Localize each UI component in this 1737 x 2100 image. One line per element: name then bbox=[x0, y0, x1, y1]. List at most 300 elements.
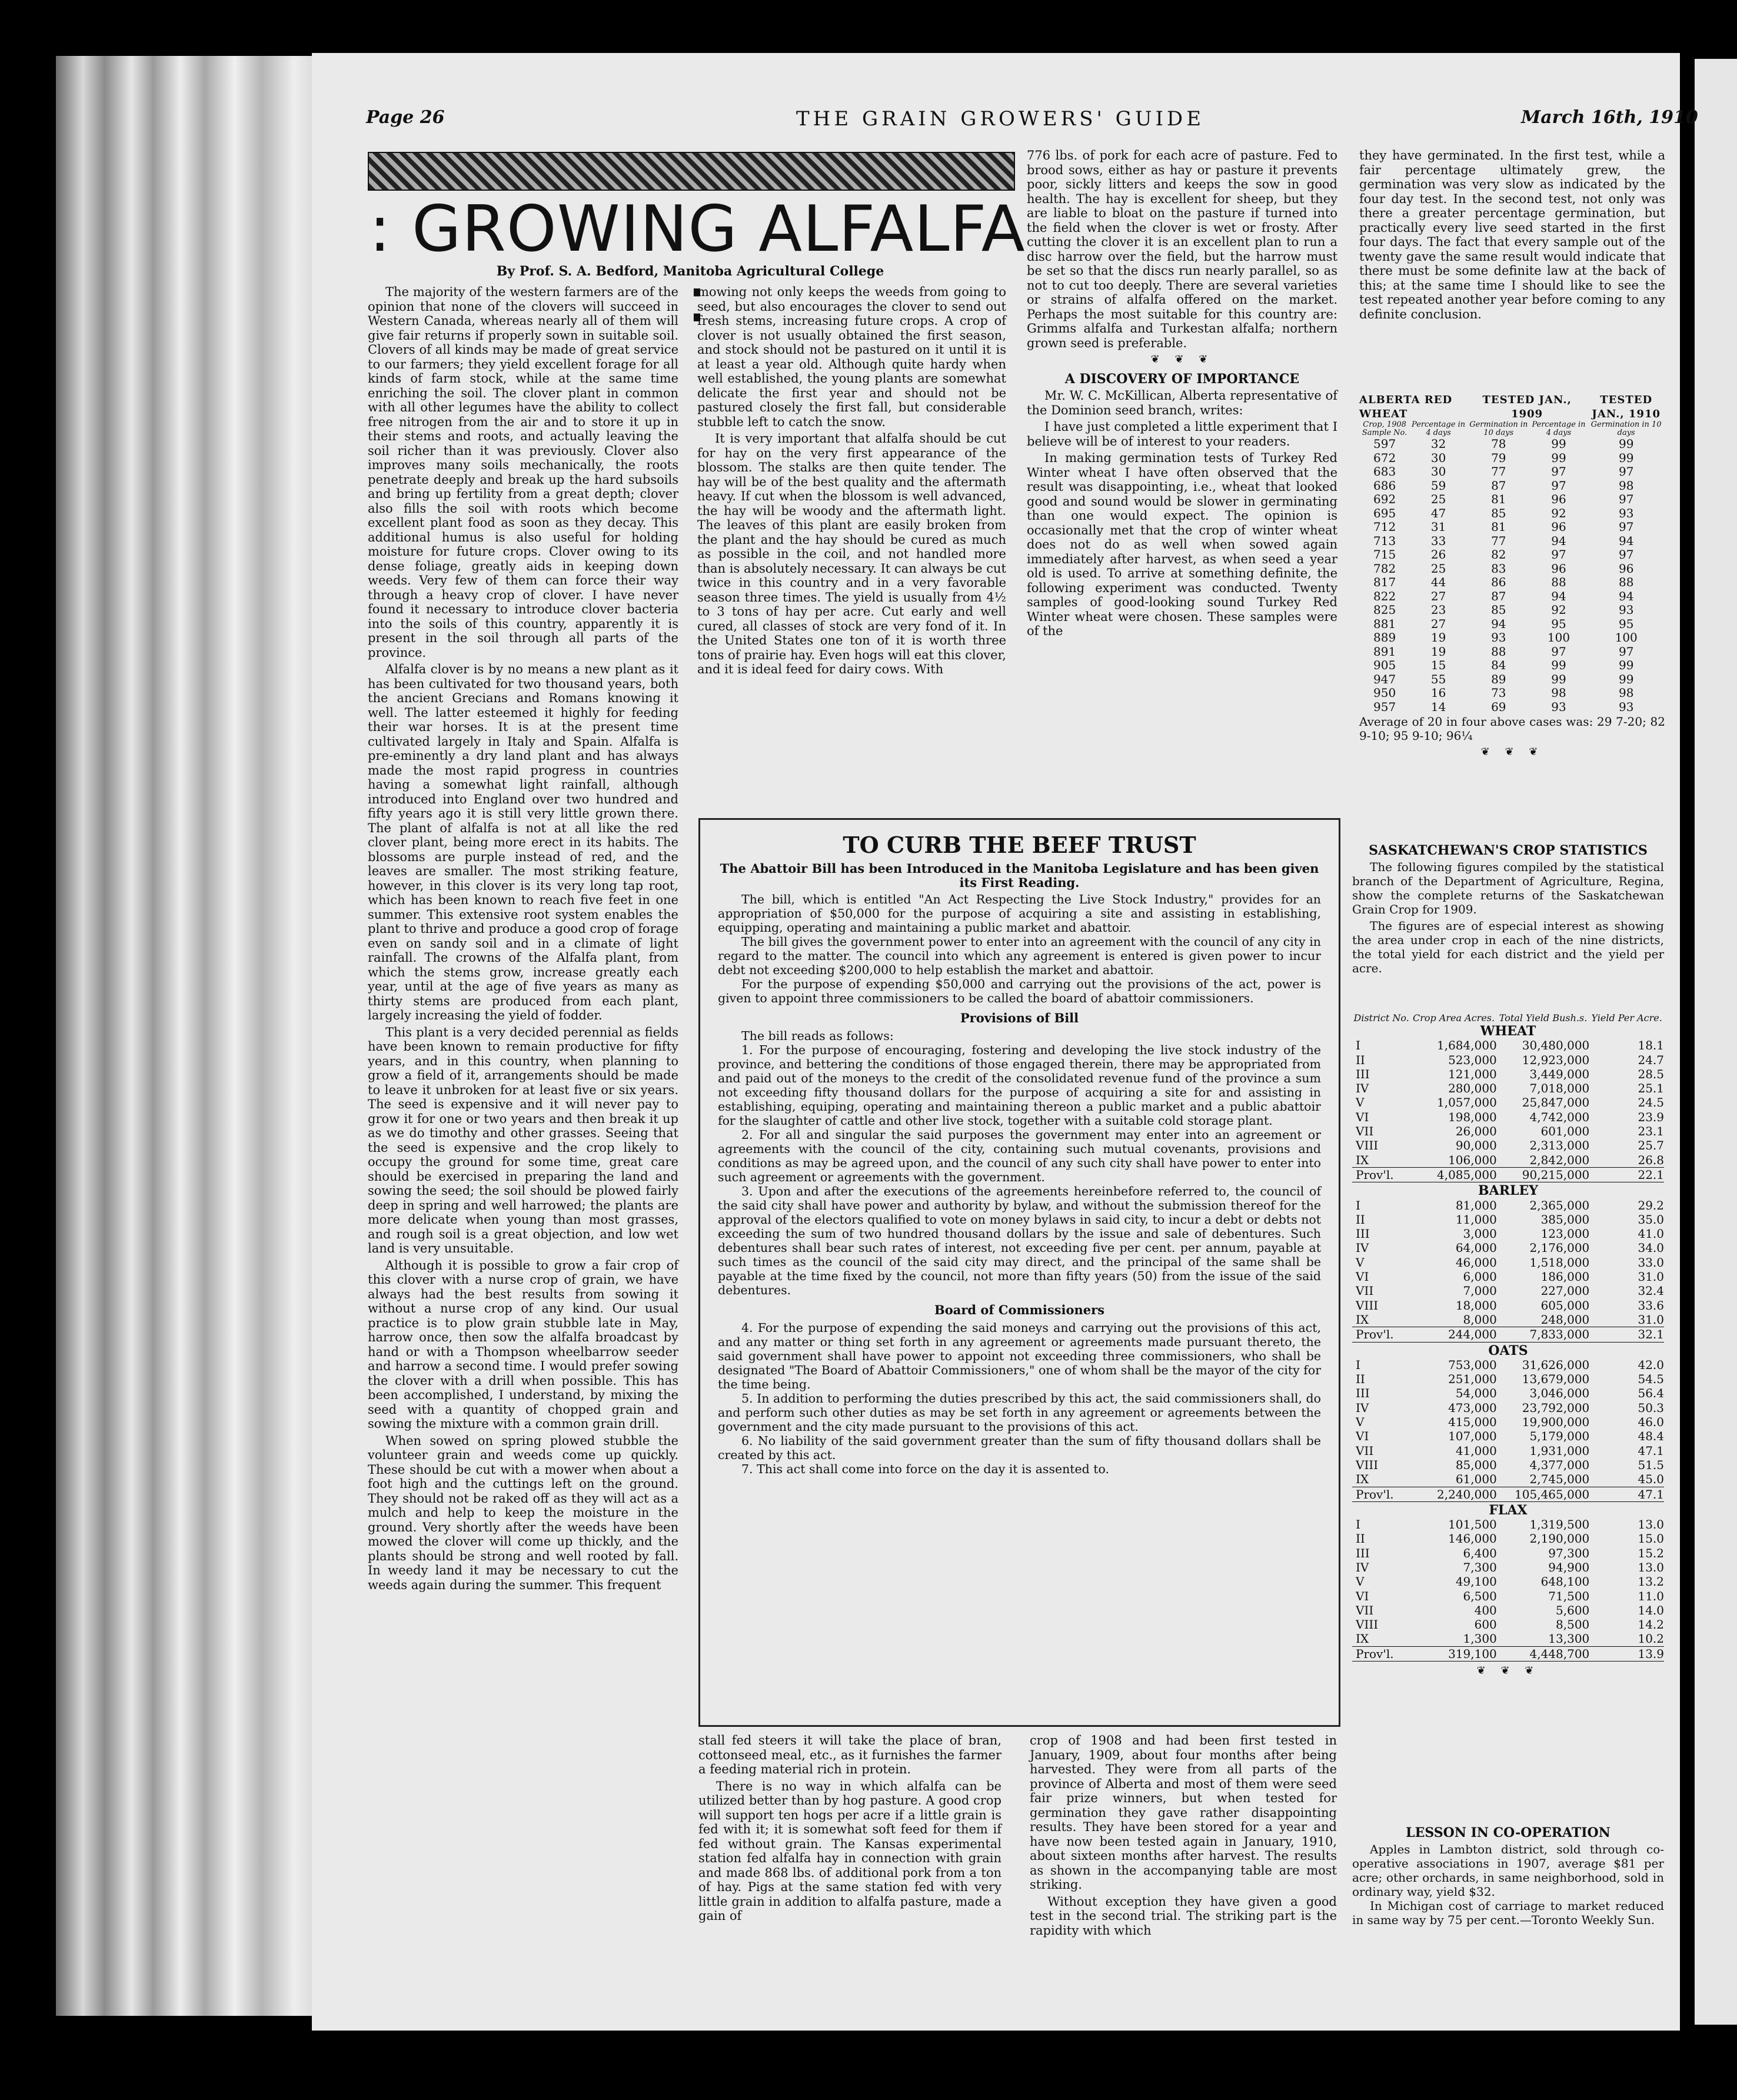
lesson-paragraph: In Michigan cost of carriage to market reduced in same way by 75 per cent.—Toronto Weekly Sun. bbox=[1352, 1899, 1664, 1927]
table-header: District No. bbox=[1353, 1012, 1409, 1024]
table-cell: III bbox=[1356, 1066, 1370, 1081]
table-cell: 13.0 bbox=[1638, 1560, 1664, 1574]
table-cell: 2,365,000 bbox=[1529, 1198, 1590, 1212]
table-cell: 90,000 bbox=[1455, 1138, 1497, 1153]
table-row bbox=[1352, 1632, 1664, 1646]
sask-paragraph: The figures are of especial interest as showing the area under crop in each of the nine districts, the total yield for each district and the yield per acre. bbox=[1352, 919, 1664, 976]
table-row bbox=[1352, 1298, 1664, 1312]
table-row bbox=[1352, 1138, 1664, 1152]
table-cell: 97 bbox=[1618, 547, 1634, 561]
table-cell: 1,319,500 bbox=[1529, 1517, 1590, 1532]
table-row bbox=[1352, 1429, 1664, 1443]
table-cell: 96 bbox=[1551, 492, 1566, 506]
article-paragraph: When sowed on spring plowed stubble the volunteer grain and weeds come up quickly. These should be cut with a mower when about a foot high and the cuttings left on the ground. They should not be raked off as they will act as a mulch and help to keep the moisture in the ground. Very shortly after the weeds have been mowed the clover will come up thickly, and the plants should be strong and well rooted by fall. In weedy land it may be necessary to cut the weeds again during the summer. This frequent bbox=[368, 1433, 678, 1592]
table-cell: 55 bbox=[1430, 672, 1446, 686]
table-cell: 24.7 bbox=[1638, 1052, 1664, 1067]
discovery-paragraph: they have germinated. In the first test, while a fair percentage ultimately grew, the germination was very slow as indicated by the four day test. In the second test, not only was there a greater percentage germination, but practically every live seed started in the first four days. The fact that every sample out of the twenty gave the same result would indicate that there must be some definite law at the back of this; at the same time I should like to see the test repeated another year before coming to any definite conclusion. bbox=[1359, 148, 1665, 321]
table-cell: 12,923,000 bbox=[1522, 1052, 1590, 1067]
table-cell: V bbox=[1356, 1095, 1365, 1110]
article-paragraph: Alfalfa clover is by no means a new plant as it has been cultivated for two thousand years, both the ancient Grecians and Romans knowing it well. The latter esteemed it highly for feeding their war horses. It is at the present time cultivated largely in Italy and Spain. Alfalfa is pre-eminently a dry land plant and has always made the most rapid progress in countries having a somewhat light rainfall, although introduced into England over two hundred and fifty years ago it is still very little grown there. The plant of alfalfa is not at all like the red clover plant, being more erect in its habits. The blossoms are purple instead of red, and the leaves are smaller. The most striking feature, however, in this clover is its very long tap root, which has been known to reach five feet in one summer. This extensive root system enables the plant to thrive and produce a good crop of forage even on sandy soil and in a climate of light rainfall. The crowns of the Alfalfa plant, from which the stems grow, increase greatly each year, until at the age of five years as many as thirty stems are produced from each plant, largely increasing the yield of fodder. bbox=[368, 662, 678, 1022]
table-row bbox=[1352, 1067, 1664, 1081]
table-cell: 98 bbox=[1618, 478, 1634, 493]
table-cell: 7,018,000 bbox=[1529, 1081, 1590, 1096]
table-cell: 99 bbox=[1618, 437, 1634, 451]
table-cell: 34.0 bbox=[1638, 1241, 1664, 1255]
provincial-total-row bbox=[1352, 1327, 1664, 1342]
table-cell: 88 bbox=[1491, 644, 1506, 659]
table-cell: IX bbox=[1356, 1472, 1369, 1487]
table-cell: 88 bbox=[1618, 575, 1634, 589]
table-cell: 13,679,000 bbox=[1522, 1372, 1590, 1387]
table-cell: 97 bbox=[1551, 478, 1566, 493]
table-cell: VII bbox=[1356, 1603, 1374, 1617]
table-row bbox=[1359, 603, 1665, 617]
table-cell: 105,465,000 bbox=[1497, 1487, 1589, 1501]
table-cell: 32.1 bbox=[1589, 1327, 1664, 1342]
table-cell: VIII bbox=[1356, 1457, 1379, 1472]
table-cell: 8,500 bbox=[1556, 1617, 1590, 1632]
table-cell: 385,000 bbox=[1540, 1212, 1590, 1227]
article-paragraph: The majority of the western farmers are of the opinion that none of the clovers will succeed in Western Canada, whereas nearly all of them will give fair returns if properly sown in suitable soil. Clovers of all kinds may be made of great service to our farmers; they yield excellent forage for all kinds of farm stock, while at the same time enriching the soil. The clover plant in common with all other legumes have the ability to collect free nitrogen from the air and to store it up in their stems and roots, and actually leaving the soil richer than it was previously. Clover also improves many soils mechanically, the roots penetrate deeply and break up the hard subsoils and bring up fertility from a great depth; clover also fills the soil with roots which become excellent plant food as soon as they decay. This additional humus is also useful for holding moisture for future crops. Clover owing to its dense foliage, greatly aids in keeping down weeds. Very few of them can force their way through a heavy crop of clover. I have never found it necessary to introduce clover bacteria into the soils of this country, apparently it is present in the soil through all parts of the province. bbox=[368, 285, 678, 660]
table-cell: VI bbox=[1356, 1589, 1369, 1603]
table-cell: 1,518,000 bbox=[1529, 1255, 1590, 1270]
table-row bbox=[1352, 1212, 1664, 1227]
table-cell: 96 bbox=[1551, 561, 1566, 576]
table-cell: 400 bbox=[1474, 1603, 1497, 1617]
table-cell: 2,190,000 bbox=[1529, 1531, 1590, 1546]
table-row bbox=[1352, 1472, 1664, 1487]
table-cell: 244,000 bbox=[1410, 1327, 1497, 1342]
germination-average: Average of 20 in four above cases was: 29 7-20; 82 9-10; 95 9-10; 96¼ bbox=[1359, 715, 1665, 743]
beef-paragraph: The bill gives the government power to enter into an agreement with the council of any city in regard to the matter. The council into which any agreement is entered is given power to incur debt not exceeding $200,000 to help establish the market and abattoir. bbox=[718, 935, 1321, 977]
table-cell: 99 bbox=[1618, 672, 1634, 686]
table-cell: 13.2 bbox=[1638, 1574, 1664, 1589]
table-cell: 5,179,000 bbox=[1529, 1429, 1590, 1444]
table-cell: I bbox=[1356, 1038, 1360, 1053]
table-row bbox=[1352, 1401, 1664, 1415]
article-column-2 bbox=[697, 285, 1006, 679]
table-cell: 94 bbox=[1551, 533, 1566, 548]
table-cell: 6,000 bbox=[1463, 1270, 1497, 1284]
table-cell: 31.0 bbox=[1638, 1312, 1664, 1327]
beef-paragraph: 2. For all and singular the said purposes the government may enter into an agreement or agreements with the council of the city, containing such mutual covenants, provisions and conditions as may be agreed upon, and the council of any such city shall have power to enter into such agreement or agreements with the government. bbox=[718, 1128, 1321, 1184]
table-cell: 44 bbox=[1430, 575, 1446, 589]
table-cell: 59 bbox=[1430, 478, 1446, 493]
table-row bbox=[1359, 451, 1665, 466]
table-cell: 683 bbox=[1373, 464, 1396, 479]
germination-rows bbox=[1359, 437, 1665, 714]
table-cell: 79 bbox=[1491, 450, 1506, 465]
table-cell: I bbox=[1356, 1357, 1360, 1372]
beef-paragraph: 5. In addition to performing the duties prescribed by this act, the said commissioners shall, do and perform such other duties as may be set forth in any agreement or agreements between the government and the city made pursuant to the provisions of this act. bbox=[718, 1391, 1321, 1434]
table-cell: IV bbox=[1356, 1241, 1369, 1255]
table-cell: 94 bbox=[1551, 589, 1566, 603]
table-cell: 11.0 bbox=[1638, 1589, 1664, 1603]
table-cell: 715 bbox=[1373, 547, 1396, 561]
table-cell: 3,046,000 bbox=[1529, 1386, 1590, 1401]
table-cell: 77 bbox=[1491, 533, 1506, 548]
table-cell: 81 bbox=[1491, 520, 1506, 534]
table-cell: 26.8 bbox=[1638, 1152, 1664, 1167]
table-cell: 92 bbox=[1551, 603, 1566, 617]
article-byline: By Prof. S. A. Bedford, Manitoba Agricultural College bbox=[496, 264, 884, 279]
crop-category: BARLEY bbox=[1478, 1183, 1538, 1199]
table-cell: 48.4 bbox=[1638, 1429, 1664, 1444]
table-cell: 97 bbox=[1618, 464, 1634, 479]
table-cell: 198,000 bbox=[1448, 1109, 1497, 1124]
table-cell: 23.9 bbox=[1638, 1109, 1664, 1124]
table-cell: 15.0 bbox=[1638, 1531, 1664, 1546]
table-cell: 692 bbox=[1373, 492, 1396, 506]
table-row bbox=[1352, 1227, 1664, 1241]
beef-trust-deck: The Abattoir Bill has been Introduced in the Manitoba Legislature and has been given its First Reading. bbox=[720, 861, 1319, 890]
table-cell: VI bbox=[1356, 1429, 1369, 1444]
table-cell: 753,000 bbox=[1448, 1357, 1497, 1372]
table-cell: 25 bbox=[1430, 492, 1446, 506]
table-cell: 23 bbox=[1430, 603, 1446, 617]
table-cell: 51.5 bbox=[1638, 1457, 1664, 1472]
provincial-total-row bbox=[1352, 1646, 1664, 1661]
table-row bbox=[1352, 1458, 1664, 1472]
table-cell: 415,000 bbox=[1448, 1415, 1497, 1430]
table-cell: 85 bbox=[1491, 603, 1506, 617]
table-row bbox=[1352, 1124, 1664, 1138]
table-cell: 782 bbox=[1373, 561, 1396, 576]
table-cell: 107,000 bbox=[1448, 1429, 1497, 1444]
lesson-title: LESSON IN CO-OPERATION bbox=[1406, 1825, 1610, 1840]
table-cell: 957 bbox=[1373, 699, 1396, 714]
table-cell: 18,000 bbox=[1455, 1298, 1497, 1312]
table-cell: I bbox=[1356, 1517, 1360, 1532]
table-cell: VI bbox=[1356, 1109, 1369, 1124]
table-cell: 54,000 bbox=[1455, 1386, 1497, 1401]
table-cell: 95 bbox=[1551, 616, 1566, 631]
table-cell: 15 bbox=[1430, 658, 1446, 672]
table-cell: 30 bbox=[1430, 450, 1446, 465]
table-cell: 29.2 bbox=[1638, 1198, 1664, 1212]
lesson-section bbox=[1352, 1821, 1664, 1927]
newspaper-name: THE GRAIN GROWERS' GUIDE bbox=[796, 107, 1205, 131]
section-divider: ❦ ❦ ❦ bbox=[1476, 1664, 1540, 1677]
table-cell: 81,000 bbox=[1455, 1198, 1497, 1212]
sask-paragraph: The following figures compiled by the statistical branch of the Department of Agriculture, Regina, show the complete returns of the Saskatchewan Grain Crop for 1909. bbox=[1352, 860, 1664, 917]
table-row bbox=[1359, 534, 1665, 549]
table-cell: 248,000 bbox=[1540, 1312, 1590, 1327]
table-cell: 825 bbox=[1373, 603, 1396, 617]
table-cell: 7,833,000 bbox=[1497, 1327, 1589, 1342]
table-row bbox=[1352, 1198, 1664, 1212]
table-cell: 99 bbox=[1618, 658, 1634, 672]
table-row bbox=[1359, 673, 1665, 687]
table-cell: 14.2 bbox=[1638, 1617, 1664, 1632]
table-cell: 97 bbox=[1618, 644, 1634, 659]
table-cell: 87 bbox=[1491, 589, 1506, 603]
table-cell: 33 bbox=[1430, 533, 1446, 548]
table-cell: V bbox=[1356, 1255, 1365, 1270]
table-cell: 99 bbox=[1551, 437, 1566, 451]
discovery-paragraph: I have just completed a little experiment that I believe will be of interest to your readers. bbox=[1027, 420, 1337, 448]
table-cell: 25.1 bbox=[1638, 1081, 1664, 1096]
table-row bbox=[1352, 1284, 1664, 1298]
beef-trust-body bbox=[700, 890, 1339, 1476]
table-cell: 93 bbox=[1618, 506, 1634, 520]
table-cell: 97 bbox=[1551, 464, 1566, 479]
table-cell: VIII bbox=[1356, 1298, 1379, 1312]
table-cell: 473,000 bbox=[1448, 1400, 1497, 1415]
table-cell: 50.3 bbox=[1638, 1400, 1664, 1415]
table-cell: 84 bbox=[1491, 658, 1506, 672]
beef-paragraph: The bill, which is entitled "An Act Respecting the Live Stock Industry," provides for an appropriation of $50,000 for the purpose of acquiring a site and assisting in establishing, equipping, operating and maintaining a public market and abattoir. bbox=[718, 892, 1321, 935]
table-cell: 32 bbox=[1430, 437, 1446, 451]
table-cell: 7,000 bbox=[1463, 1284, 1497, 1298]
table-row bbox=[1352, 1038, 1664, 1052]
table-cell: 96 bbox=[1551, 520, 1566, 534]
table-cell: 99 bbox=[1551, 672, 1566, 686]
beef-paragraph: The bill reads as follows: bbox=[741, 1029, 894, 1043]
table-cell: Prov'l. bbox=[1352, 1487, 1410, 1501]
table-cell: 97,300 bbox=[1548, 1546, 1590, 1560]
table-cell: 45.0 bbox=[1638, 1472, 1664, 1487]
table-cell: 28.5 bbox=[1638, 1066, 1664, 1081]
table-row bbox=[1352, 1153, 1664, 1168]
article-paragraph: 776 lbs. of pork for each acre of pasture. Fed to brood sows, either as hay or pasture it prevents poor, sickly litters and keeps the sow in good health. The hay is excellent for sheep, but they are liable to bloat on the pasture if turned into the field when the clover is wet or frosty. After cutting the clover it is an excellent plan to run a disc harrow over the field, but the harrow must be set so that the discs run nearly parallel, so as not to cut too deeply. There are several varieties or strains of alfalfa offered on the market. Perhaps the most suitable for this country are: Grimms alfalfa and Turkestan alfalfa; northern grown seed is preferable. bbox=[1027, 148, 1337, 350]
table-cell: 227,000 bbox=[1540, 1284, 1590, 1298]
table-cell: 2,842,000 bbox=[1529, 1152, 1590, 1167]
crop-rows bbox=[1352, 1023, 1664, 1662]
table-cell: 47 bbox=[1430, 506, 1446, 520]
table-caption: ALBERTA RED WHEAT bbox=[1359, 394, 1453, 420]
table-cell: 14 bbox=[1430, 699, 1446, 714]
table-cell: 85 bbox=[1491, 506, 1506, 520]
table-cell: II bbox=[1356, 1212, 1365, 1227]
table-cell: 89 bbox=[1491, 672, 1506, 686]
article-paragraph: mowing not only keeps the weeds from going to seed, but also encourages the clover to send out fresh stems, increasing future crops. A crop of clover is not usually obtained the first season, and stock should not be pastured on it until it is at least a year old. Although quite hardy when well established, the young plants are somewhat delicate the first year and should not be pastured closely the first fall, but considerable stubble left to catch the snow. bbox=[697, 285, 1006, 429]
table-cell: 54.5 bbox=[1638, 1372, 1664, 1387]
beef-paragraph: 6. No liability of the said government greater than the sum of fifty thousand dollars shall be created by this act. bbox=[718, 1434, 1321, 1462]
table-cell: 19,900,000 bbox=[1522, 1415, 1590, 1430]
table-row bbox=[1352, 1444, 1664, 1458]
table-row bbox=[1359, 659, 1665, 673]
table-header: Yield Per Acre. bbox=[1591, 1012, 1662, 1024]
table-cell: 25 bbox=[1430, 561, 1446, 576]
provincial-total-row bbox=[1352, 1487, 1664, 1501]
table-row bbox=[1359, 576, 1665, 590]
table-row bbox=[1352, 1110, 1664, 1124]
lesson-paragraph: Apples in Lambton district, sold through co-operative associations in 1907, average $81 per acre; other orchards, in same neighborhood, sold in ordinary way, yield $32. bbox=[1352, 1842, 1664, 1899]
table-header: Germination in 10 days bbox=[1590, 420, 1662, 437]
table-row bbox=[1352, 1241, 1664, 1255]
table-cell: 23,792,000 bbox=[1522, 1400, 1590, 1415]
table-cell: 81 bbox=[1491, 492, 1506, 506]
provisions-heading: Provisions of Bill bbox=[960, 1011, 1079, 1025]
table-cell: Prov'l. bbox=[1352, 1327, 1410, 1342]
table-row bbox=[1352, 1081, 1664, 1095]
table-cell: 1,931,000 bbox=[1529, 1443, 1590, 1458]
table-cell: I bbox=[1356, 1198, 1360, 1212]
table-cell: 30 bbox=[1430, 464, 1446, 479]
table-cell: 97 bbox=[1551, 644, 1566, 659]
table-row bbox=[1352, 1617, 1664, 1632]
table-cell: III bbox=[1356, 1386, 1370, 1401]
table-cell: 99 bbox=[1551, 450, 1566, 465]
table-cell: 18.1 bbox=[1638, 1038, 1664, 1053]
table-row bbox=[1352, 1358, 1664, 1372]
table-cell: 11,000 bbox=[1455, 1212, 1497, 1227]
table-cell: II bbox=[1356, 1052, 1365, 1067]
table-row bbox=[1352, 1053, 1664, 1067]
table-row bbox=[1352, 1372, 1664, 1386]
table-cell: 523,000 bbox=[1448, 1052, 1497, 1067]
discovery-paragraph: In making germination tests of Turkey Red Winter wheat I have often observed that the result was disappointing, i.e., wheat that looked good and sound would be slower in germinating than one would expect. The opinion is occasionally met that the crop of winter wheat does not do as well when sowed again immediately after harvest, as when seed a year old is used. To arrive at something definite, the following experiment was conducted. Twenty samples of good-looking sound Turkey Red Winter wheat were chosen. These samples were of the bbox=[1027, 451, 1337, 638]
table-cell: 95 bbox=[1618, 616, 1634, 631]
discovery-paragraph: Without exception they have given a good test in the second trial. The striking part is the rapidity with which bbox=[1030, 1894, 1337, 1938]
beef-trust-box bbox=[698, 818, 1340, 1727]
table-cell: 97 bbox=[1551, 547, 1566, 561]
table-cell: 1,057,000 bbox=[1437, 1095, 1497, 1110]
article-paragraph: stall fed steers it will take the place of bran, cottonseed meal, etc., as it furnishes the farmer a feeding material rich in protein. bbox=[698, 1733, 1001, 1776]
table-row bbox=[1352, 1255, 1664, 1270]
table-header: Crop, 1908 Sample No. bbox=[1362, 420, 1407, 437]
table-cell: 3,000 bbox=[1463, 1227, 1497, 1241]
table-cell: 8,000 bbox=[1463, 1312, 1497, 1327]
table-row bbox=[1359, 700, 1665, 715]
table-cell: 49,100 bbox=[1455, 1574, 1497, 1589]
board-heading: Board of Commissioners bbox=[934, 1302, 1105, 1317]
table-cell: 3,449,000 bbox=[1529, 1066, 1590, 1081]
table-header: Total Yield Bush.s. bbox=[1499, 1012, 1588, 1024]
table-cell: 73 bbox=[1491, 686, 1506, 700]
table-cell: 600 bbox=[1474, 1617, 1497, 1632]
table-cell: 33.0 bbox=[1638, 1255, 1664, 1270]
table-cell: 47.1 bbox=[1589, 1487, 1664, 1501]
table-cell: 19 bbox=[1430, 644, 1446, 659]
table-cell: 822 bbox=[1373, 589, 1396, 603]
table-cell: 87 bbox=[1491, 478, 1506, 493]
table-cell: Prov'l. bbox=[1352, 1167, 1410, 1182]
table-cell: 251,000 bbox=[1448, 1372, 1497, 1387]
table-cell: IV bbox=[1356, 1081, 1369, 1096]
table-cell: 905 bbox=[1373, 658, 1396, 672]
table-cell: 31.0 bbox=[1638, 1270, 1664, 1284]
table-row bbox=[1359, 631, 1665, 645]
table-cell: 64,000 bbox=[1455, 1241, 1497, 1255]
table-row bbox=[1359, 686, 1665, 700]
table-row bbox=[1352, 1312, 1664, 1327]
table-cell: 99 bbox=[1551, 658, 1566, 672]
crop-category: OATS bbox=[1488, 1343, 1528, 1358]
table-cell: 25.7 bbox=[1638, 1138, 1664, 1153]
discovery-title: A DISCOVERY OF IMPORTANCE bbox=[1064, 371, 1300, 387]
table-cell: 947 bbox=[1373, 672, 1396, 686]
table-row bbox=[1352, 1095, 1664, 1109]
table-cell: 100 bbox=[1615, 630, 1638, 644]
table-cell: 648,100 bbox=[1540, 1574, 1590, 1589]
discovery-column-bottom bbox=[1030, 1733, 1337, 1940]
discovery-paragraph: Mr. W. C. McKillican, Alberta representative of the Dominion seed branch, writes: bbox=[1027, 388, 1337, 417]
table-cell: 69 bbox=[1491, 699, 1506, 714]
section-divider: ❦ ❦ ❦ bbox=[1150, 353, 1214, 365]
table-row bbox=[1359, 562, 1665, 576]
table-cell: VII bbox=[1356, 1284, 1374, 1298]
table-cell: 1,300 bbox=[1463, 1632, 1497, 1646]
table-cell: 86 bbox=[1491, 575, 1506, 589]
table-cell: 19 bbox=[1430, 630, 1446, 644]
beef-paragraph: 3. Upon and after the executions of the agreements hereinbefore referred to, the council of the said city shall have power and authority by bylaw, and without the submission thereof for the approval of the electors qualified to vote on money bylaws in said city, to incur a debt or debts not exceeding the sum of two hundred thousand dollars by the issue and sale of debentures. Such debentures shall bear such rates of interest, not exceeding five per cent. per annum, payable at such times as the council of the said city may direct, and the principal of the same shall be payable at the time fixed by the council, not more than fifty years (50) from the issue of the said debentures. bbox=[718, 1184, 1321, 1297]
table-cell: 32.4 bbox=[1638, 1284, 1664, 1298]
crop-category-row bbox=[1352, 1501, 1664, 1517]
table-row bbox=[1352, 1386, 1664, 1400]
table-cell: 7,300 bbox=[1463, 1560, 1497, 1574]
table-row bbox=[1359, 645, 1665, 659]
article-paragraph: This plant is a very decided perennial as fields have been known to remain productive for fifty years, and in this country, when planning to grow a field of it, arrangements should be made to leave it unbroken for at least five or six years. The seed is expensive and it will never pay to grow it for one or two years and then break it up as we do timothy and other grasses. Seeing that the seed is expensive and the crop likely to occupy the ground for some time, great care should be exercised in preparing the land and sowing the seed; the soil should be plowed fairly deep in spring and well harrowed; the plants are more delicate when young than most grasses, and rough soil is a great objection, and low wet land is very unsuitable. bbox=[368, 1025, 678, 1255]
table-cell: 98 bbox=[1551, 686, 1566, 700]
table-cell: Prov'l. bbox=[1352, 1646, 1410, 1661]
table-cell: 31 bbox=[1430, 520, 1446, 534]
table-cell: 14.0 bbox=[1638, 1603, 1664, 1617]
discovery-column bbox=[1359, 148, 1665, 324]
table-row bbox=[1359, 507, 1665, 521]
table-cell: IV bbox=[1356, 1560, 1369, 1574]
table-cell: 92 bbox=[1551, 506, 1566, 520]
section-divider: ❦ ❦ ❦ bbox=[1480, 746, 1544, 758]
table-cell: 78 bbox=[1491, 437, 1506, 451]
table-cell: 100 bbox=[1547, 630, 1570, 644]
table-header: Germination in 10 days bbox=[1469, 420, 1528, 437]
table-cell: 1,684,000 bbox=[1437, 1038, 1497, 1053]
table-cell: 4,085,000 bbox=[1410, 1167, 1497, 1182]
beef-paragraph: For the purpose of expending $50,000 and carrying out the provisions of the act, power is given to appoint three commissioners to be called the board of abattoir commissioners. bbox=[718, 977, 1321, 1005]
article-paragraph: There is no way in which alfalfa can be utilized better than by hog pasture. A good crop will support ten hogs per acre if a little grain is fed with it; it is somewhat soft feed for them if fed without grain. The Kansas experimental station fed alfalfa hay in connection with grain and made 868 lbs. of additional pork from a ton of hay. Pigs at the same station fed with very little grain in addition to alfalfa pasture, made a gain of bbox=[698, 1779, 1001, 1923]
provincial-total-row bbox=[1352, 1167, 1664, 1182]
table-cell: VI bbox=[1356, 1270, 1369, 1284]
table-cell: 41,000 bbox=[1455, 1443, 1497, 1458]
table-cell: 22.1 bbox=[1589, 1167, 1664, 1182]
article-column-1 bbox=[368, 285, 678, 1594]
table-cell: 5,600 bbox=[1556, 1603, 1590, 1617]
table-cell: 712 bbox=[1373, 520, 1396, 534]
table-cell: 82 bbox=[1491, 547, 1506, 561]
table-cell: 26 bbox=[1430, 547, 1446, 561]
sask-intro-text bbox=[1352, 860, 1664, 975]
table-cell: 98 bbox=[1618, 686, 1634, 700]
table-cell: 106,000 bbox=[1448, 1152, 1497, 1167]
table-row bbox=[1359, 493, 1665, 507]
table-cell: 2,745,000 bbox=[1529, 1472, 1590, 1487]
table-cell: 31,626,000 bbox=[1522, 1357, 1590, 1372]
table-cell: 27 bbox=[1430, 616, 1446, 631]
table-cell: 881 bbox=[1373, 616, 1396, 631]
table-cell: 97 bbox=[1618, 520, 1634, 534]
table-cell: 99 bbox=[1618, 450, 1634, 465]
article-title: : GROWING ALFALFA : bbox=[369, 192, 1026, 337]
crop-category-row bbox=[1352, 1342, 1664, 1358]
table-cell: 186,000 bbox=[1540, 1270, 1590, 1284]
table-cell: 25,847,000 bbox=[1522, 1095, 1590, 1110]
table-cell: 93 bbox=[1491, 630, 1506, 644]
table-caption: TESTED JAN., 1909 bbox=[1482, 394, 1572, 420]
table-cell: 16 bbox=[1430, 686, 1446, 700]
table-cell: 27 bbox=[1430, 589, 1446, 603]
table-cell: 101,500 bbox=[1448, 1517, 1497, 1532]
table-cell: 6,500 bbox=[1463, 1589, 1497, 1603]
table-row bbox=[1352, 1589, 1664, 1603]
table-cell: V bbox=[1356, 1574, 1365, 1589]
table-cell: 695 bbox=[1373, 506, 1396, 520]
table-cell: 2,313,000 bbox=[1529, 1138, 1590, 1153]
table-cell: 93 bbox=[1618, 699, 1634, 714]
table-row bbox=[1359, 548, 1665, 562]
crop-category-row bbox=[1352, 1023, 1664, 1038]
